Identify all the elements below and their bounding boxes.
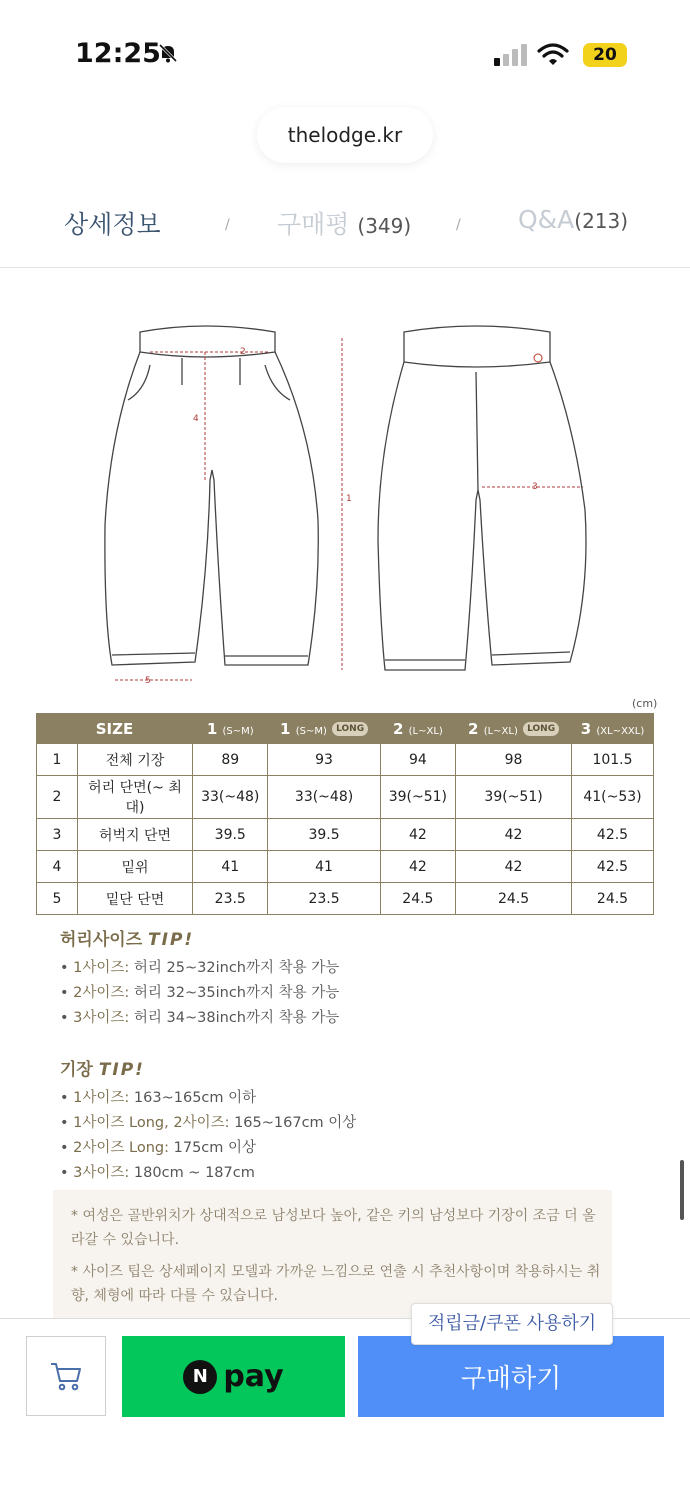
cart-button[interactable] [26,1336,106,1416]
long-badge: LONG [332,722,368,736]
battery-indicator: 20 [583,43,627,67]
table-row: 2 허리 단면(~ 최대) 33(~48) 33(~48) 39(~51) 39(~51) 41(~53) [37,776,654,819]
notice-text: * 사이즈 팁은 상세페이지 모델과 가까운 느낌으로 연출 시 추천사항이며 착용하시는 취향, 체형에 따라 다를 수 있습니다. [71,1264,601,1304]
tip-line: • 1사이즈 Long, 2사이즈: 165~167cm 이상 [60,1115,357,1131]
status-bar [0,0,690,100]
long-badge: LONG [523,722,559,736]
tip-line: • 3사이즈: 180cm ~ 187cm [60,1165,255,1181]
measure-label: 5 [145,676,151,686]
length-tip-heading: 기장 TIP! [60,1060,145,1080]
table-row: 3 허벅지 단면 39.5 39.5 42 42 42.5 [37,819,654,851]
tip-line: • 2사이즈 Long: 175cm 이상 [60,1140,257,1156]
buy-label: 구매하기 [460,1364,562,1394]
naver-n-icon: N [183,1360,217,1394]
signal-icon [494,44,528,66]
waist-tip-heading: 허리사이즈 TIP! [60,930,195,950]
detail-tabs [0,195,690,268]
tip-line: • 1사이즈: 163~165cm 이하 [60,1090,257,1106]
notice-box [53,1190,612,1320]
npay-label: pay [223,1359,284,1394]
tab-reviews[interactable] [277,205,411,241]
table-row: 5 밑단 단면 23.5 23.5 24.5 24.5 24.5 [37,883,654,915]
tab-label: 구매평 [277,210,350,239]
tab-label: Q&A [518,205,575,234]
tip-line: • 3사이즈: 허리 34~38inch까지 착용 가능 [60,1010,340,1026]
size-header: SIZE [37,714,193,744]
table-header-row [37,714,654,744]
unit-label: (cm) [632,697,658,710]
buy-button[interactable] [358,1336,664,1417]
tip-line: • 1사이즈: 허리 25~32inch까지 착용 가능 [60,960,340,976]
measure-label: 4 [193,414,199,424]
tab-separator: / [456,217,461,233]
size-col-header: 3 (XL~XXL) [571,714,653,744]
scrollbar[interactable] [680,1160,684,1220]
table-row: 1 전체 기장 89 93 94 98 101.5 [37,744,654,776]
status-time: 12:25 [75,38,161,69]
measure-label: 2 [240,347,246,357]
tab-detail-info[interactable] [64,205,161,241]
tab-separator: / [225,217,230,233]
wifi-icon [537,42,569,66]
size-col-header: 2 (L~XL) LONG [456,714,572,744]
tip-line: • 2사이즈: 허리 32~35inch까지 착용 가능 [60,985,340,1001]
size-table [36,713,654,915]
table-row: 4 밑위 41 41 42 42 42.5 [37,851,654,883]
bottom-action-bar [0,1318,690,1501]
notice-text: * 여성은 골반위치가 상대적으로 남성보다 높아, 같은 키의 남성보다 기장이 조금 더 올라갈 수 있습니다. [71,1208,596,1248]
size-col-header: 1 (S~M) [193,714,268,744]
tab-count: (213) [574,209,629,233]
measure-label: 3 [532,482,538,492]
measure-label: 1 [346,494,352,504]
tab-qa[interactable] [518,205,628,234]
npay-button[interactable] [122,1336,345,1417]
coupon-tooltip-button[interactable]: 적립금/쿠폰 사용하기 [411,1303,613,1345]
tab-label: 상세정보 [64,210,161,239]
pants-size-illustration [0,290,690,690]
bell-slash-icon [157,42,179,64]
url-bar[interactable]: thelodge.kr [257,107,433,163]
size-col-header: 1 (S~M) LONG [268,714,380,744]
cart-icon [49,1360,83,1392]
size-col-header: 2 (L~XL) [380,714,455,744]
size-tips [60,925,620,1186]
tab-count: (349) [357,214,412,238]
